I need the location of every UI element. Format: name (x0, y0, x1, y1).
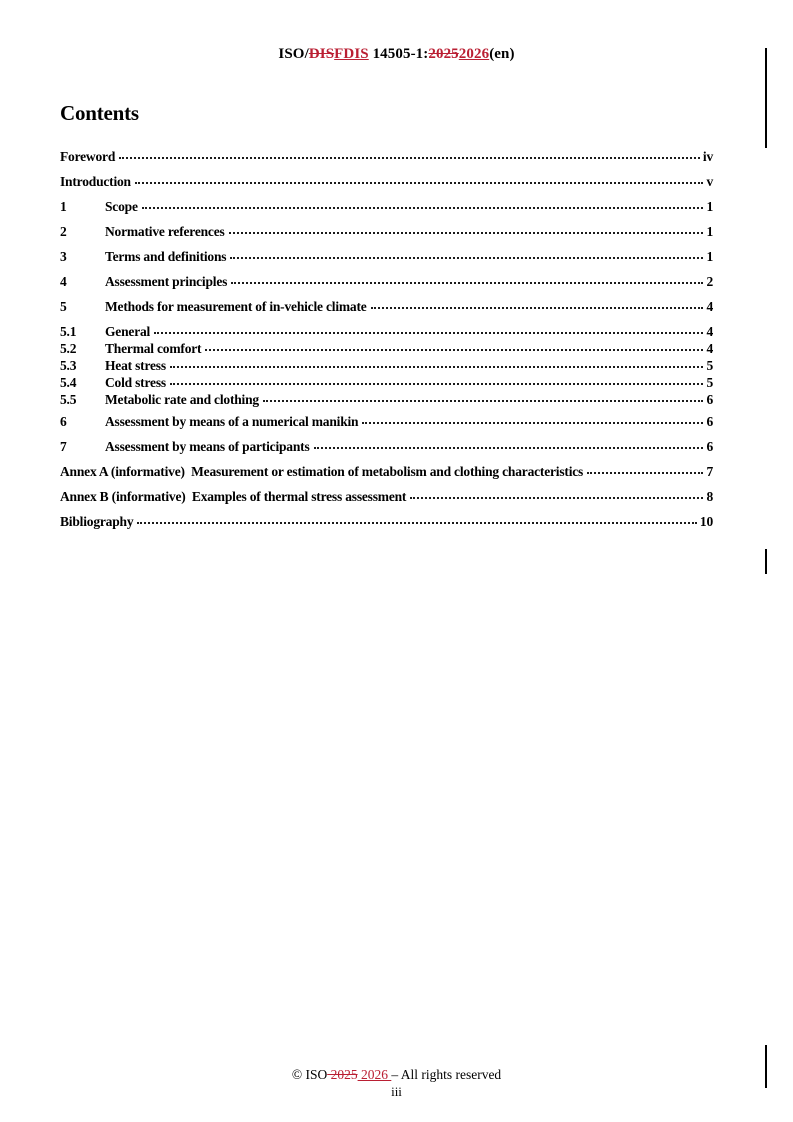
text-segment: ISO/ (278, 46, 309, 62)
toc-entry-number: 5 (60, 299, 67, 314)
toc-entry[interactable] (60, 274, 713, 289)
change-bar (765, 48, 767, 148)
toc-dot-leader (371, 307, 704, 309)
toc-entry[interactable] (60, 324, 713, 339)
toc-entry[interactable] (60, 249, 713, 264)
toc-entry-label: Normative references (105, 224, 225, 239)
toc-entry-label: Methods for measurement of in-vehicle climate (105, 299, 367, 314)
toc-dot-leader (362, 422, 703, 424)
toc-entry-label: General (105, 324, 151, 339)
toc-entry[interactable] (60, 439, 713, 454)
toc-entry[interactable] (60, 414, 713, 429)
toc-dot-leader (170, 366, 704, 368)
toc-dot-leader (205, 349, 703, 351)
toc-entry-label: Annex A (informative) Measurement or estimation of metabolism and clothing characteristics (60, 464, 584, 479)
page-number: iii (391, 1084, 402, 1099)
toc-entry-label: Scope (105, 199, 138, 214)
toc-entry-page: 8 (706, 489, 713, 504)
toc-dot-leader (119, 157, 700, 159)
toc-entry[interactable] (60, 358, 713, 373)
text-segment: – All rights reserved (391, 1067, 502, 1082)
toc-entry[interactable] (60, 149, 713, 164)
toc-entry-number: 7 (60, 439, 67, 454)
toc-entry-page: 4 (706, 324, 713, 339)
text-segment: 14505-1: (368, 46, 429, 62)
toc-entry-page: 4 (706, 341, 713, 356)
toc-dot-leader (587, 472, 703, 474)
toc-dot-leader (142, 207, 704, 209)
toc-entry-number: 1 (60, 199, 67, 214)
toc-entry-label: Terms and definitions (105, 249, 227, 264)
toc-entry[interactable] (60, 199, 713, 214)
toc-entry[interactable] (60, 174, 713, 189)
toc-entry-label: Cold stress (105, 375, 166, 390)
toc-entry[interactable] (60, 514, 713, 529)
toc-entry-label: Assessment by means of a numerical manikin (105, 414, 359, 429)
toc-entry-page: v (706, 174, 713, 189)
deleted-text: 2025 (327, 1067, 358, 1082)
toc-dot-leader (410, 497, 703, 499)
toc-entry-number: 3 (60, 249, 67, 264)
toc-entry[interactable] (60, 489, 713, 504)
toc-entry-page: iv (702, 149, 713, 164)
toc-dot-leader (263, 400, 703, 402)
toc-entry-page: 5 (706, 358, 713, 373)
toc-entry-page: 6 (706, 439, 713, 454)
toc-entry[interactable] (60, 224, 713, 239)
toc-dot-leader (314, 447, 704, 449)
toc-entry[interactable] (60, 464, 713, 479)
toc-entry-page: 1 (706, 224, 713, 239)
text-segment: © ISO (291, 1067, 328, 1082)
inserted-text: 2026 (458, 46, 490, 62)
toc-entry-label: Assessment principles (105, 274, 228, 289)
toc-entry[interactable] (60, 299, 713, 314)
toc-dot-leader (170, 383, 704, 385)
toc-entry-number: 5.1 (60, 324, 77, 339)
toc-entry-label: Bibliography (60, 514, 134, 529)
toc-dot-leader (231, 282, 703, 284)
toc-entry-number: 5.4 (60, 375, 77, 390)
toc-entry-number: 4 (60, 274, 67, 289)
deleted-text: 2025 (428, 46, 459, 62)
toc-entry-label: Thermal comfort (105, 341, 202, 356)
change-bar (765, 549, 767, 574)
toc-entry-number: 5.2 (60, 341, 77, 356)
inserted-text: 2026 (357, 1067, 392, 1082)
running-header (0, 46, 793, 63)
toc-entry-page: 6 (706, 392, 713, 407)
toc-entry[interactable] (60, 341, 713, 356)
contents-heading: Contents (60, 101, 139, 125)
toc-entry-label: Metabolic rate and clothing (105, 392, 259, 407)
toc-entry-page: 1 (706, 249, 713, 264)
toc-entry-page: 7 (706, 464, 713, 479)
toc-entry-number: 6 (60, 414, 67, 429)
deleted-text: DIS (308, 46, 335, 62)
toc-entry-label: Assessment by means of participants (105, 439, 310, 454)
toc-entry-page: 1 (706, 199, 713, 214)
toc-entry-page: 2 (706, 274, 713, 289)
toc-entry-label: Foreword (60, 149, 116, 164)
toc-dot-leader (230, 257, 703, 259)
toc-entry-label: Annex B (informative) Examples of thermal stress assessment (60, 489, 407, 504)
table-of-contents (60, 149, 713, 539)
inserted-text: FDIS (334, 46, 369, 62)
toc-entry[interactable] (60, 392, 713, 407)
toc-dot-leader (229, 232, 704, 234)
toc-dot-leader (137, 522, 697, 524)
toc-entry-page: 5 (706, 375, 713, 390)
toc-entry[interactable] (60, 375, 713, 390)
toc-dot-leader (135, 182, 704, 184)
toc-entry-page: 4 (706, 299, 713, 314)
toc-entry-page: 10 (699, 514, 713, 529)
toc-entry-label: Heat stress (105, 358, 166, 373)
toc-entry-number: 2 (60, 224, 67, 239)
toc-entry-number: 5.3 (60, 358, 77, 373)
copyright-line (0, 1066, 793, 1083)
toc-entry-number: 5.5 (60, 392, 77, 407)
toc-entry-page: 6 (706, 414, 713, 429)
page-footer (0, 1066, 793, 1100)
toc-dot-leader (154, 332, 703, 334)
text-segment: (en) (489, 46, 515, 62)
toc-entry-label: Introduction (60, 174, 131, 189)
